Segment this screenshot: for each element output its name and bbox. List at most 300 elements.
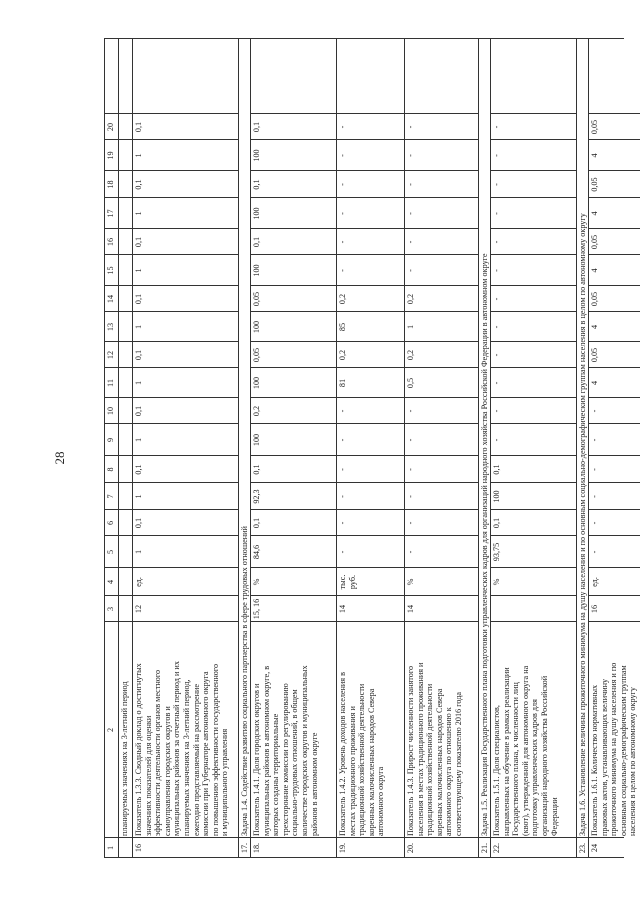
column-border: [250, 567, 336, 568]
row-border: [588, 38, 589, 858]
row-border: [336, 38, 337, 858]
column-border: [336, 197, 404, 198]
column-header-10: 10: [106, 406, 115, 416]
column-border: [336, 621, 404, 622]
indicator-text-line: направленных на обучение в рамках реализации: [501, 667, 511, 836]
task-number: 17.: [240, 842, 249, 854]
indicator-text-line: Показатель 1.6.1. Количество нормативных: [590, 684, 599, 836]
table-top-border: [104, 38, 105, 858]
indicator-text-line: правовых актов, устанавливающих величину: [599, 678, 609, 836]
column-border: [250, 139, 336, 140]
column-border: [404, 285, 478, 286]
column-border: [104, 621, 118, 622]
column-border: [336, 254, 404, 255]
table-right-border: [104, 38, 624, 39]
table-cell: -: [406, 550, 415, 554]
column-border: [118, 535, 132, 536]
column-border: [404, 197, 478, 198]
column-border: [336, 535, 404, 536]
task-title-line: Задача 1.5. Реализация Государственного плана подготовки управленческих кадров для организаций народного хозяйства Российской Федерации в автономном округе: [480, 253, 489, 836]
column-border: [132, 509, 238, 510]
column-border: [490, 482, 576, 483]
table-cell: -: [338, 269, 347, 272]
indicator-text-line: эффективности деятельности органов местного: [153, 669, 163, 836]
table-cell: 16: [590, 604, 599, 614]
table-cell: 100: [252, 376, 261, 390]
column-border: [250, 113, 336, 114]
column-header-20: 20: [106, 122, 115, 132]
table-cell: -: [492, 240, 501, 244]
column-border: [588, 455, 640, 456]
column-border: [250, 341, 336, 342]
table-cell: -: [590, 438, 599, 442]
column-border: [404, 535, 478, 536]
indicator-text-line: прожиточного минимума на душу населения и по: [609, 662, 619, 836]
column-border: [132, 285, 238, 286]
column-header-12: 12: [106, 350, 115, 360]
column-border: [104, 197, 118, 198]
table-cell: -: [406, 125, 415, 129]
column-border: [490, 341, 576, 342]
table-cell: -: [492, 353, 501, 357]
table-cell: 12: [134, 604, 143, 614]
table-cell: 0,2: [338, 293, 347, 305]
column-border: [336, 170, 404, 171]
column-border: [490, 535, 576, 536]
column-border: [132, 113, 238, 114]
column-border: [104, 341, 118, 342]
column-border: [588, 567, 640, 568]
table-cell: 0,1: [492, 464, 501, 475]
table-cell: 93,75: [492, 542, 501, 562]
table-cell: ед.: [590, 577, 599, 587]
column-border: [404, 621, 478, 622]
column-border: [490, 311, 576, 312]
column-border: [250, 228, 336, 229]
table-cell: 1: [134, 380, 143, 386]
column-header-4: 4: [106, 579, 115, 585]
table-cell: -: [338, 240, 347, 244]
column-border: [336, 139, 404, 140]
table-cell: ед.: [134, 577, 143, 587]
column-border: [336, 509, 404, 510]
column-border: [118, 423, 132, 424]
table-cell: -: [338, 212, 347, 215]
indicator-text-line: Показатель 1.5.1. Доля специалистов,: [492, 705, 501, 836]
table-cell: -: [338, 550, 347, 554]
row-number: 16: [134, 843, 143, 853]
column-border: [104, 455, 118, 456]
table-cell: -: [492, 325, 501, 329]
column-border: [132, 311, 238, 312]
indicator-text-line: Показатель 1.4.1. Доля городских округов и: [252, 683, 261, 836]
table-cell: 0,1: [134, 121, 143, 133]
table-cell: 0,1: [134, 464, 143, 475]
table-cell: -: [338, 495, 347, 498]
task-number: 21.: [480, 842, 489, 854]
column-border: [118, 228, 132, 229]
column-border: [490, 139, 576, 140]
table-cell: -: [338, 409, 347, 413]
column-border: [404, 113, 478, 114]
column-border: [250, 285, 336, 286]
table-cell: 1: [134, 153, 143, 158]
column-border: [336, 311, 404, 312]
table-cell: 85: [338, 322, 347, 332]
column-border: [490, 228, 576, 229]
row-border: [478, 38, 479, 858]
indicator-text-line: комиссии при Губернаторе автономного округа: [201, 671, 211, 836]
table-cell: %: [406, 578, 415, 586]
column-border: [250, 535, 336, 536]
table-cell: -: [492, 212, 501, 215]
column-header-9: 9: [106, 437, 115, 443]
table-cell: 0,1: [252, 236, 261, 248]
column-border: [118, 567, 132, 568]
row-border: [576, 38, 577, 858]
table-cell: 0,05: [590, 291, 599, 307]
column-border: [104, 423, 118, 424]
table-cell: 0,2: [406, 293, 415, 305]
column-border: [104, 113, 118, 114]
column-border: [132, 621, 238, 622]
indicator-text-line: которых созданы территориальные: [271, 713, 281, 836]
column-border: [118, 113, 132, 114]
table-cell: 0,1: [252, 121, 261, 133]
column-border: [588, 509, 640, 510]
column-header-3: 3: [106, 606, 115, 612]
table-cell: %: [492, 578, 501, 586]
column-border: [104, 367, 118, 368]
table-cell: 0,1: [134, 179, 143, 190]
column-border: [404, 170, 478, 171]
column-border: [404, 367, 478, 368]
table-cell: 1: [406, 324, 415, 330]
page-number: 28: [52, 451, 67, 465]
column-header-1: 1: [106, 845, 115, 851]
column-border: [118, 455, 132, 456]
column-border: [132, 367, 238, 368]
table-cell: 0,1: [134, 405, 143, 417]
indicator-text-line: традиционной хозяйственной деятельности: [357, 683, 367, 836]
column-border: [490, 367, 576, 368]
column-border: [336, 423, 404, 424]
indicator-text-line: организаций народного хозяйства Российской: [540, 675, 549, 836]
table-cell: 100: [252, 149, 261, 162]
column-border: [118, 170, 132, 171]
column-border: [490, 397, 576, 398]
column-border: [336, 367, 404, 368]
column-border: [588, 535, 640, 536]
column-border: [404, 455, 478, 456]
table-cell: 0,2: [338, 349, 347, 361]
column-border: [250, 397, 336, 398]
column-border: [118, 509, 132, 510]
column-border: [132, 535, 238, 536]
column-border: [132, 170, 238, 171]
column-border: [250, 423, 336, 424]
table-cell: -: [492, 183, 501, 186]
column-border: [336, 595, 404, 596]
column-border: [588, 621, 640, 622]
column-border: [104, 397, 118, 398]
table-cell: 1: [134, 324, 143, 330]
indicators-table: [104, 38, 638, 858]
column-border: [490, 455, 576, 456]
column-border: [336, 482, 404, 483]
column-header-13: 13: [106, 322, 115, 332]
indicator-text-line: Показатель 1.4.3. Прирост численности занятого: [406, 665, 415, 836]
table-cell: -: [406, 240, 415, 244]
column-border: [588, 254, 640, 255]
column-border: [250, 254, 336, 255]
table-cell: -: [590, 468, 599, 471]
table-cell: -: [406, 495, 415, 498]
column-border: [250, 455, 336, 456]
indicator-text-line: районов в автономном округе: [309, 732, 319, 836]
column-border: [336, 113, 404, 114]
table-cell: -: [406, 409, 415, 413]
column-border: [404, 595, 478, 596]
indicator-text-line: (квот), утвержденной для автономного округа на: [520, 665, 530, 836]
table-cell: 0,05: [252, 347, 261, 363]
table-cell: 0,05: [590, 119, 599, 135]
column-border: [490, 509, 576, 510]
indicator-text-line: автономного округа: [376, 766, 386, 836]
column-border: [250, 170, 336, 171]
table-cell: 14: [406, 604, 415, 614]
table-cell: -: [406, 154, 415, 157]
row-number: 19.: [338, 842, 347, 854]
column-border: [104, 595, 118, 596]
table-cell: 0,05: [590, 234, 599, 250]
column-border: [104, 509, 118, 510]
column-border: [104, 139, 118, 140]
column-header-5: 5: [106, 549, 115, 555]
indicator-text-line: трехсторонние комиссии по регулированию: [280, 683, 290, 836]
column-header-8: 8: [106, 467, 115, 472]
table-cell: 4: [590, 211, 599, 216]
column-border: [118, 285, 132, 286]
table-cell: -: [338, 468, 347, 471]
table-cell: 0,1: [252, 517, 261, 529]
table-cell: 100: [252, 433, 261, 447]
indicator-text-line: ежегодно представляемый на рассмотрение: [191, 683, 201, 836]
table-left-border: [104, 857, 624, 858]
column-border: [250, 367, 336, 368]
column-border: [404, 341, 478, 342]
indicator-text-line: Показатель 1.4.2. Уровень доходов населения в: [338, 672, 347, 836]
table-cell: 84,6: [252, 544, 261, 560]
column-border: [104, 254, 118, 255]
indicator-text-line: автономного округа по отношению к: [444, 707, 454, 836]
table-cell: -: [590, 521, 599, 525]
row-number: 24: [590, 843, 599, 853]
table-cell: -: [492, 154, 501, 157]
table-cell: 1: [134, 268, 143, 273]
column-border: [250, 311, 336, 312]
indicator-text-line: коренных малочисленных народов Севера: [366, 688, 376, 836]
table-cell: -: [338, 154, 347, 157]
indicator-text-line: планируемых значениях на 3-летний период,: [182, 679, 191, 836]
column-border: [104, 837, 624, 838]
table-cell: 0,2: [252, 405, 261, 417]
column-border: [404, 509, 478, 510]
column-border: [588, 397, 640, 398]
column-border: [336, 567, 404, 568]
indicator-text-line: по повышению эффективности государственного: [210, 663, 220, 836]
column-border: [588, 311, 640, 312]
task-title-line: Задача 1.6. Установление величины прожиточного минимума на душу населения и по основным социально-демографическим группам населения в целом по автономному округу: [578, 213, 587, 836]
column-border: [588, 341, 640, 342]
table-cell: 81: [338, 378, 347, 388]
column-border: [404, 228, 478, 229]
column-border: [132, 228, 238, 229]
column-border: [336, 228, 404, 229]
column-border: [490, 621, 576, 622]
indicator-text-line: местах традиционного проживания и: [347, 706, 357, 836]
column-border: [336, 455, 404, 456]
table-cell: 100: [252, 320, 261, 334]
column-border: [250, 595, 336, 596]
column-border: [132, 254, 238, 255]
table-cell: 0,2: [406, 349, 415, 361]
table-cell: -: [492, 297, 501, 301]
table-cell: -: [406, 212, 415, 215]
indicator-text-line: населения в целом по автономному округу: [628, 687, 638, 836]
column-header-11: 11: [106, 379, 115, 387]
task-title-line: Задача 1.4. Содействие развитию социального партнерства в сфере трудовых отношений: [240, 526, 249, 836]
indicator-text-line: социально-трудовых отношений, в общем: [290, 689, 300, 836]
column-border: [490, 285, 576, 286]
column-border: [588, 139, 640, 140]
column-border: [104, 535, 118, 536]
column-border: [490, 254, 576, 255]
column-border: [336, 341, 404, 342]
column-border: [404, 482, 478, 483]
column-border: [132, 197, 238, 198]
table-cell: 0,1: [134, 349, 143, 361]
column-border: [118, 197, 132, 198]
table-cell: 100: [492, 490, 501, 503]
column-border: [336, 397, 404, 398]
column-border: [490, 423, 576, 424]
row-border: [238, 38, 239, 858]
header-bottom-border: [118, 38, 119, 858]
table-cell: 15, 16: [252, 598, 261, 620]
column-border: [118, 397, 132, 398]
indicator-text-line: Федерации: [549, 797, 559, 836]
column-border: [588, 197, 640, 198]
column-border: [118, 254, 132, 255]
table-cell: 100: [252, 207, 261, 220]
column-border: [118, 139, 132, 140]
table-cell: 1: [134, 211, 143, 216]
column-border: [404, 311, 478, 312]
row-border: [132, 38, 133, 858]
column-header-7: 7: [106, 494, 115, 499]
table-cell: тыс. руб.: [338, 574, 357, 590]
table-cell: %: [252, 578, 261, 586]
table-cell: 0,1: [252, 464, 261, 475]
column-border: [132, 423, 238, 424]
column-border: [104, 311, 118, 312]
indicator-text-line: соответствующему показателю 2016 года: [454, 691, 463, 836]
column-border: [250, 621, 336, 622]
column-border: [404, 397, 478, 398]
column-border: [404, 139, 478, 140]
indicator-text-line: населения в местах традиционного проживания и: [415, 662, 425, 836]
column-header-14: 14: [106, 294, 115, 304]
column-border: [132, 341, 238, 342]
table-cell: 0,1: [134, 236, 143, 248]
rotated-page: [104, 38, 638, 858]
column-border: [118, 341, 132, 342]
column-border: [250, 482, 336, 483]
table-cell: 1: [134, 549, 143, 555]
table-cell: -: [406, 521, 415, 525]
column-border: [490, 595, 576, 596]
column-border: [132, 139, 238, 140]
column-header-18: 18: [106, 180, 115, 189]
column-border: [132, 567, 238, 568]
column-border: [336, 285, 404, 286]
indicator-text-line: муниципальных районов за отчетный период и их: [172, 661, 182, 836]
table-cell: 0,05: [252, 291, 261, 307]
column-border: [104, 567, 118, 568]
column-border: [118, 311, 132, 312]
indicator-text-line: планируемых значениях на 3-летний период: [120, 681, 129, 836]
column-border: [104, 170, 118, 171]
table-cell: 100: [252, 264, 261, 277]
column-header-2: 2: [106, 727, 115, 733]
column-border: [490, 567, 576, 568]
table-cell: -: [492, 409, 501, 413]
table-cell: 4: [590, 268, 599, 273]
table-cell: -: [338, 183, 347, 186]
indicator-text-line: Показатель 1.3.3. Сводный доклад о достигнутых: [134, 663, 143, 836]
column-border: [104, 228, 118, 229]
indicator-text-line: основным социально-демографическим группам: [618, 665, 628, 836]
column-border: [404, 254, 478, 255]
column-border: [104, 285, 118, 286]
table-cell: -: [406, 183, 415, 186]
table-cell: 0,05: [590, 177, 599, 192]
column-header-19: 19: [106, 151, 115, 160]
column-border: [250, 509, 336, 510]
indicator-text-line: подготовку управленческих кадров для: [530, 699, 540, 836]
row-border: [250, 38, 251, 858]
table-cell: -: [590, 409, 599, 413]
task-number: 23.: [578, 842, 587, 854]
row-border: [404, 38, 405, 858]
table-cell: -: [590, 495, 599, 498]
column-header-15: 15: [106, 266, 115, 275]
indicator-text-line: количестве городских округов и муниципальных: [300, 665, 309, 836]
table-cell: -: [338, 125, 347, 129]
column-border: [132, 482, 238, 483]
column-border: [118, 595, 132, 596]
table-cell: 4: [590, 380, 599, 386]
table-cell: -: [338, 521, 347, 525]
table-cell: 0,1: [492, 517, 501, 529]
table-cell: 0,5: [406, 377, 415, 389]
table-cell: -: [492, 438, 501, 442]
column-border: [490, 113, 576, 114]
table-cell: 4: [590, 324, 599, 330]
column-border: [588, 367, 640, 368]
table-cell: 0,1: [252, 179, 261, 190]
